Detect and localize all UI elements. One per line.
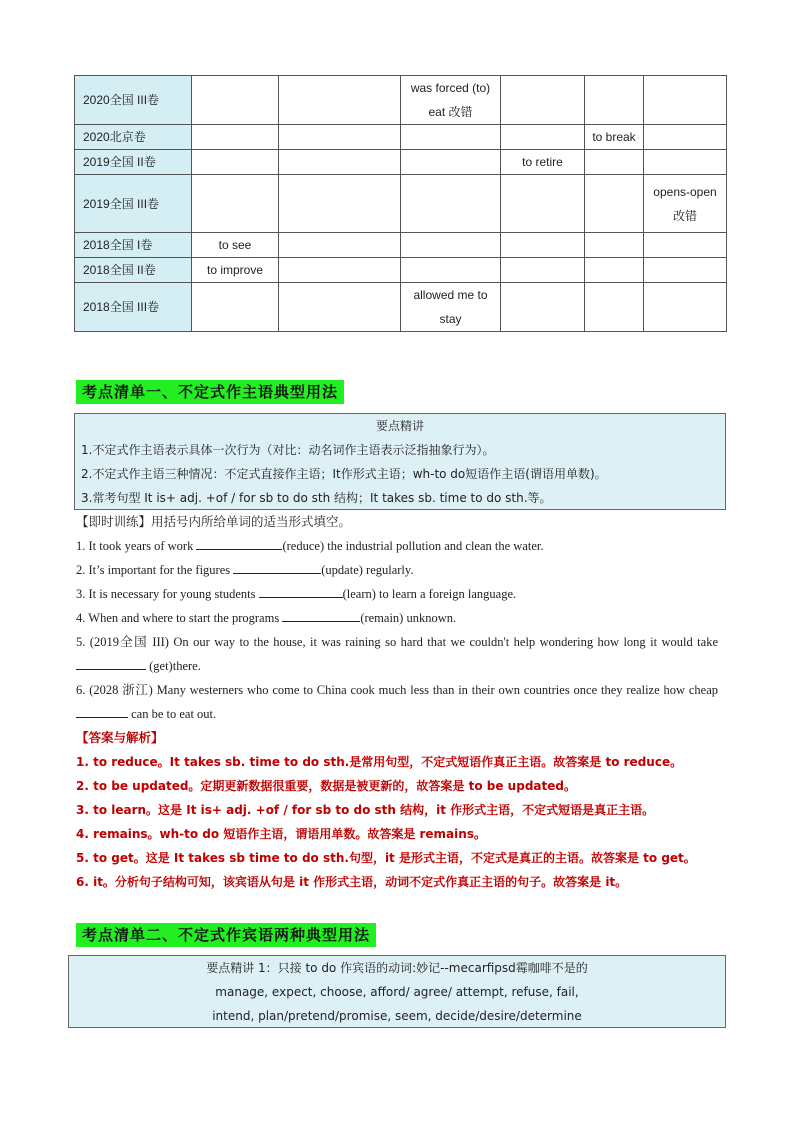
table-cell	[585, 150, 644, 175]
practice-title: 【即时训练】用括号内所给单词的适当形式填空。	[76, 514, 352, 529]
table-cell	[401, 258, 501, 283]
table-cell	[279, 233, 401, 258]
answer-item: 4. remains。wh-to do 短语作主语，谓语用单数。故答案是 remains。	[76, 827, 486, 841]
table-cell	[401, 233, 501, 258]
table-cell: opens-open 改错	[644, 175, 727, 233]
table-cell	[644, 150, 727, 175]
question-5	[76, 630, 718, 678]
table-cell	[401, 150, 501, 175]
table-cell	[501, 283, 585, 332]
table-cell	[644, 76, 727, 125]
table-cell	[279, 150, 401, 175]
answer-blank[interactable]	[76, 657, 146, 670]
section2-key-box	[68, 955, 726, 1028]
table-cell: allowed me to stay	[401, 283, 501, 332]
answer-item: 2. to be updated。定期更新数据很重要，数据是被更新的，故答案是 to be updated。	[76, 779, 576, 793]
key-point: 要点精讲 1：只接 to do 作宾语的动词:妙记--mecarfipsd霉咖啡不是的	[206, 961, 588, 975]
section2-title: 考点清单二、不定式作宾语两种典型用法	[76, 923, 376, 947]
table-cell	[501, 76, 585, 125]
table-cell: was forced (to) eat 改错	[401, 76, 501, 125]
question-text: 1. It took years of work	[76, 539, 197, 553]
table-cell	[279, 258, 401, 283]
answers-block	[76, 750, 736, 894]
question-text: (get)there.	[146, 659, 201, 673]
question-3	[76, 582, 718, 606]
question-text: can be to eat out.	[128, 707, 217, 721]
answer-item: 3. to learn。这是 It is+ adj. +of / for sb to do sth 结构，it 作形式主语，不定式短语是真正主语。	[76, 803, 655, 817]
row-label: 2018全国 II卷	[75, 258, 192, 283]
question-4	[76, 606, 718, 630]
table-cell	[585, 258, 644, 283]
table-cell	[501, 175, 585, 233]
question-text: (update) regularly.	[321, 563, 414, 577]
answer-blank[interactable]	[76, 705, 128, 718]
row-label: 2018全国 III卷	[75, 283, 192, 332]
table-cell	[644, 283, 727, 332]
question-text: 3. It is necessary for young students	[76, 587, 259, 601]
answer-blank[interactable]	[259, 585, 343, 598]
table-cell	[401, 175, 501, 233]
table-row	[75, 258, 727, 283]
table-cell	[192, 76, 279, 125]
answer-item: 5. to get。这是 It takes sb time to do sth.句型，it 是形式主语，不定式是真正的主语。故答案是 to get。	[76, 851, 696, 865]
table-cell	[644, 125, 727, 150]
row-label: 2020北京卷	[75, 125, 192, 150]
row-label: 2018全国 I卷	[75, 233, 192, 258]
key-point: intend, plan/pretend/promise, seem, decide/desire/determine	[212, 1009, 582, 1023]
practice-block	[76, 510, 718, 726]
table-cell	[192, 125, 279, 150]
table-cell	[192, 175, 279, 233]
answer-blank[interactable]	[233, 561, 321, 574]
question-text: (learn) to learn a foreign language.	[342, 587, 517, 601]
question-text: (remain) unknown.	[360, 611, 457, 625]
section1-title: 考点清单一、不定式作主语典型用法	[76, 380, 344, 404]
answer-title: 【答案与解析】	[76, 730, 164, 745]
question-2	[76, 558, 718, 582]
table-cell	[279, 125, 401, 150]
table-cell	[585, 76, 644, 125]
question-1	[76, 534, 718, 558]
answer-item: 6. it。分析句子结构可知，该宾语从句是 it 作形式主语，动词不定式作真正主语的句子。故答案是 it。	[76, 875, 628, 889]
table-cell	[501, 233, 585, 258]
answer-blank[interactable]	[196, 537, 282, 550]
table-cell	[585, 233, 644, 258]
table-cell	[644, 258, 727, 283]
table-cell	[585, 175, 644, 233]
question-6	[76, 678, 718, 726]
table-cell	[192, 150, 279, 175]
table-row	[75, 283, 727, 332]
table-cell: to see	[192, 233, 279, 258]
table-cell: to retire	[501, 150, 585, 175]
question-text: 4. When and where to start the programs	[76, 611, 283, 625]
table-cell	[401, 125, 501, 150]
key-point: 3.常考句型 It is+ adj. +of / for sb to do sth 结构；It takes sb. time to do sth.等。	[81, 491, 552, 505]
table-row	[75, 175, 727, 233]
exam-table	[74, 75, 727, 332]
table-cell	[279, 175, 401, 233]
key-point: 2.不定式作主语三种情况：不定式直接作主语；It作形式主语；wh-to do短语作主语(谓语用单数)。	[81, 467, 607, 481]
table-cell	[279, 283, 401, 332]
table-cell	[644, 233, 727, 258]
question-text: 6. (2028 浙江) Many westerners who come to China cook much less than in their own countries once they realize how cheap	[76, 683, 718, 697]
table-cell	[585, 283, 644, 332]
question-text: 5. (2019全国 III) On our way to the house, it was raining so hard that we couldn't help wondering how long it would take	[76, 635, 718, 649]
table-cell	[192, 283, 279, 332]
table-cell	[501, 258, 585, 283]
question-text: 2. It’s important for the figures	[76, 563, 234, 577]
table-body	[75, 76, 727, 332]
row-label: 2019全国 II卷	[75, 150, 192, 175]
table-cell: to break	[585, 125, 644, 150]
table-row	[75, 125, 727, 150]
answer-item: 1. to reduce。It takes sb. time to do sth.是常用句型，不定式短语作真正主语。故答案是 to reduce。	[76, 755, 683, 769]
answer-blank[interactable]	[282, 609, 360, 622]
section1-key-box	[74, 413, 726, 510]
row-label: 2019全国 III卷	[75, 175, 192, 233]
question-text: (reduce) the industrial pollution and clean the water.	[282, 539, 544, 553]
key-point: 1.不定式作主语表示具体一次行为（对比：动名词作主语表示泛指抽象行为）。	[81, 443, 495, 457]
row-label: 2020全国 III卷	[75, 76, 192, 125]
key-point: manage, expect, choose, afford/ agree/ attempt, refuse, fail,	[215, 985, 579, 999]
table-cell	[501, 125, 585, 150]
table-cell	[279, 76, 401, 125]
table-cell: to improve	[192, 258, 279, 283]
table-row	[75, 150, 727, 175]
table-row	[75, 233, 727, 258]
key-box-title: 要点精讲	[375, 419, 424, 433]
table-row	[75, 76, 727, 125]
